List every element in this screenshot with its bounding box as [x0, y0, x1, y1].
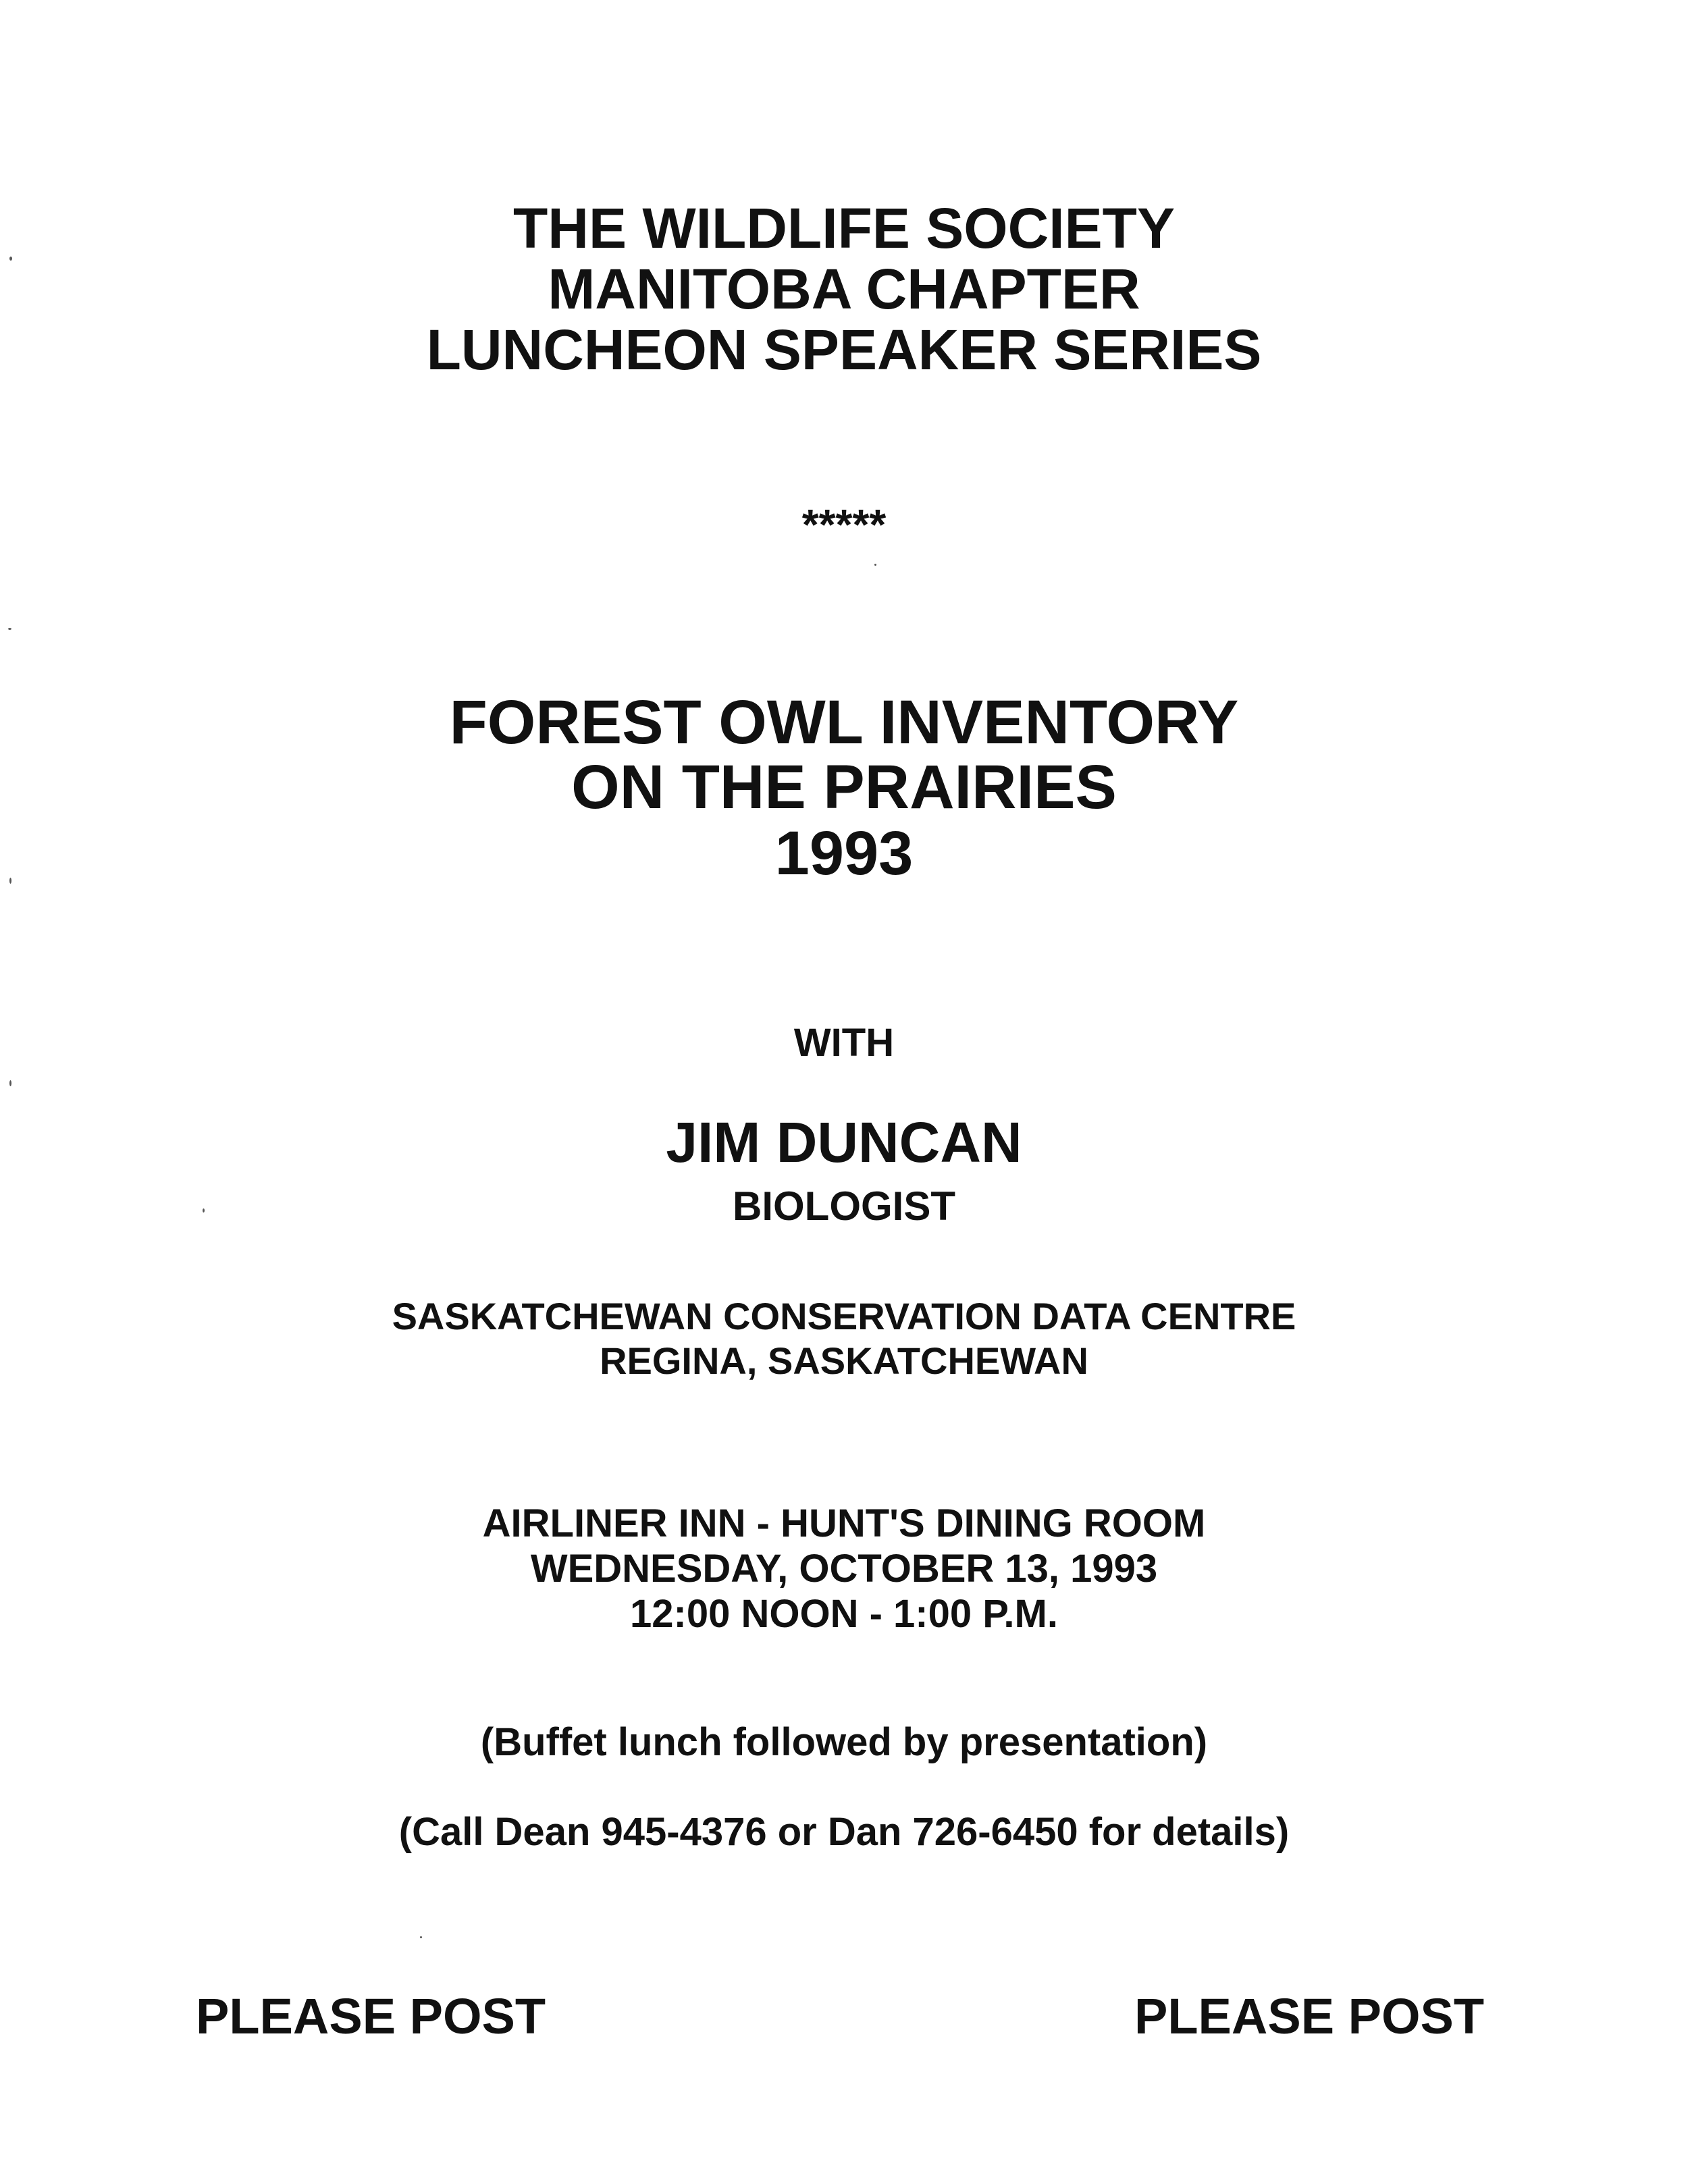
with-label: WITH — [793, 1021, 895, 1065]
speaker-organization: SASKATCHEWAN CONSERVATION DATA CENTRE — [392, 1295, 1296, 1337]
contact-note: (Call Dean 945-4376 or Dan 726-6450 for details) — [398, 1810, 1290, 1854]
scan-speck — [9, 1080, 11, 1086]
speaker-name: JIM DUNCAN — [666, 1111, 1022, 1174]
please-post-right: PLEASE POST — [1134, 1988, 1485, 2044]
talk-title-line2: ON THE PRAIRIES — [571, 753, 1117, 822]
lunch-note: (Buffet lunch followed by presentation) — [480, 1720, 1208, 1764]
society-name: THE WILDLIFE SOCIETY — [513, 196, 1175, 260]
talk-title-line1: FOREST OWL INVENTORY — [449, 688, 1239, 757]
scan-speck — [8, 628, 11, 630]
scan-speck — [874, 564, 876, 566]
scan-speck — [9, 878, 11, 884]
talk-year: 1993 — [774, 819, 914, 888]
scan-speck — [9, 257, 12, 261]
speaker-role: BIOLOGIST — [733, 1183, 955, 1229]
speaker-location: REGINA, SASKATCHEWAN — [600, 1339, 1088, 1382]
event-time: 12:00 NOON - 1:00 P.M. — [630, 1592, 1058, 1636]
scan-speck — [203, 1208, 205, 1213]
event-date: WEDNESDAY, OCTOBER 13, 1993 — [530, 1547, 1158, 1591]
please-post-left: PLEASE POST — [196, 1988, 546, 2044]
star-separator: ***** — [801, 500, 887, 549]
scan-speck — [420, 1936, 422, 1938]
series-name: LUNCHEON SPEAKER SERIES — [426, 318, 1262, 381]
event-venue: AIRLINER INN - HUNT'S DINING ROOM — [482, 1501, 1206, 1545]
chapter-name: MANITOBA CHAPTER — [548, 257, 1140, 321]
